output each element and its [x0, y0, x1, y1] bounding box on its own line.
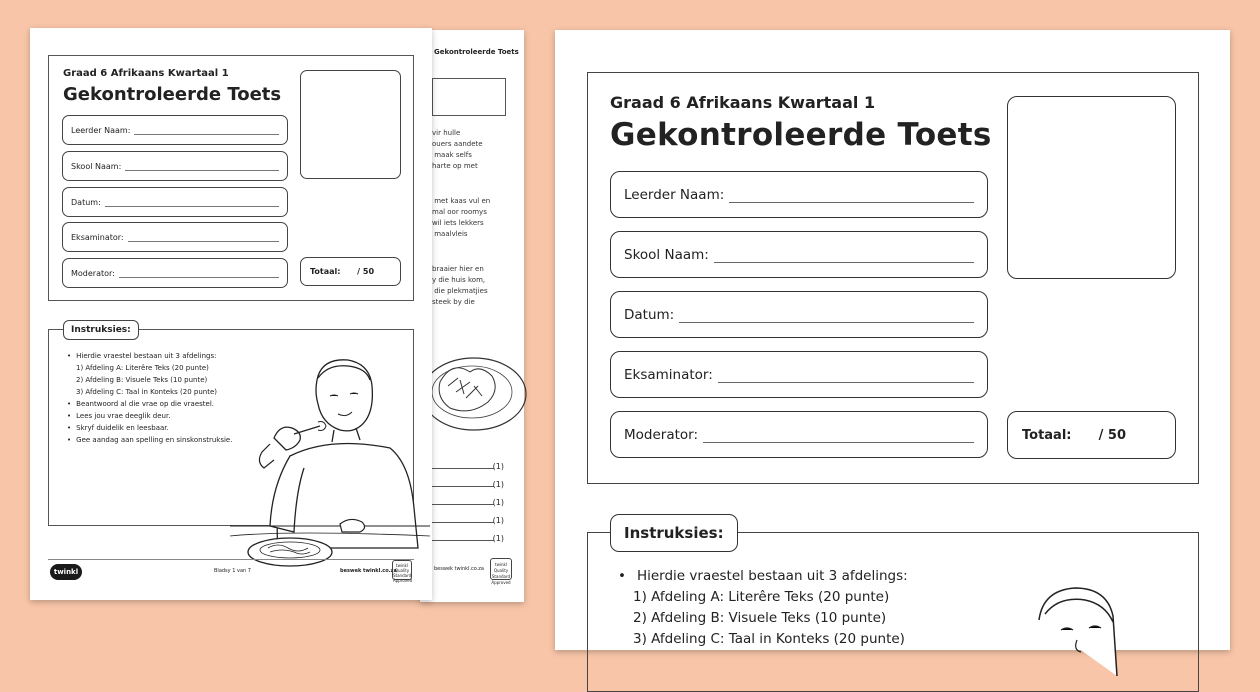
header-box — [587, 72, 1199, 484]
quality-badge-icon: twinkl Quality Standard Approved — [490, 558, 512, 580]
list-item: 1) Afdeling A: Literêre Teks (20 punte) — [633, 589, 890, 605]
header-box — [48, 55, 414, 301]
learner-name-field[interactable] — [62, 115, 288, 145]
instructions-list — [618, 566, 908, 650]
score-mark: (1) — [492, 534, 504, 543]
boy-eating-illustration — [1025, 570, 1145, 670]
field-label: Eksaminator: — [71, 232, 124, 242]
field-label: Eksaminator: — [624, 366, 713, 383]
list-item: 1) Afdeling A: Literêre Teks (20 punte) — [76, 364, 209, 372]
score-mark: (1) — [492, 498, 504, 507]
field-label: Leerder Naam: — [624, 186, 725, 203]
page-footer — [48, 559, 414, 581]
back-page-paragraph-3: braaier hier en y die huis kom, die plekmatjies steek by die — [432, 265, 488, 306]
instructions-title: Instruksies: — [610, 514, 738, 552]
list-item: 3) Afdeling C: Taal in Konteks (20 punte) — [633, 631, 905, 647]
worksheet-thumbnail — [30, 28, 432, 600]
total-value: / 50 — [1098, 427, 1127, 443]
back-page — [420, 30, 524, 602]
instructions-list — [67, 350, 232, 446]
learner-name-field[interactable] — [610, 171, 988, 218]
list-item: • Lees jou vrae deeglik deur. — [67, 410, 232, 422]
field-label: Skool Naam: — [71, 161, 122, 171]
quality-badge-icon: twinkl Quality Standard Approved — [392, 560, 412, 580]
school-name-field[interactable] — [610, 231, 988, 278]
total-value: / 50 — [357, 267, 375, 276]
twinkl-logo: twinkl — [50, 564, 82, 580]
total-label: Totaal: — [1022, 427, 1072, 443]
footer-url: beswek twinkl.co.za — [340, 568, 397, 574]
date-field[interactable] — [62, 187, 288, 217]
grade-line: Graad 6 Afrikaans Kwartaal 1 — [63, 68, 229, 79]
grade-line: Graad 6 Afrikaans Kwartaal 1 — [610, 93, 876, 112]
list-item: • Beantwoord al die vrae op die vraestel. — [67, 398, 232, 410]
list-item: • Hierdie vraestel bestaan uit 3 afdelings: — [67, 350, 232, 362]
total-box — [1007, 411, 1176, 459]
field-label: Leerder Naam: — [71, 125, 131, 135]
total-box — [300, 257, 401, 286]
boy-eating-illustration — [230, 348, 430, 548]
instructions-title: Instruksies: — [63, 320, 139, 340]
examiner-field[interactable] — [62, 222, 288, 252]
score-mark: (1) — [492, 516, 504, 525]
score-mark: (1) — [492, 462, 504, 471]
back-page-url: beswek twinkl.co.za — [434, 566, 484, 572]
moderator-field[interactable] — [610, 411, 988, 458]
worksheet-title: Gekontroleerde Toets — [610, 117, 992, 153]
back-page-paragraph-1: vir hulle ouers aandete maak selfs harte op met — [432, 129, 483, 170]
list-item: • Hierdie vraestel bestaan uit 3 afdelings: — [618, 566, 908, 587]
field-label: Datum: — [624, 306, 675, 323]
list-item: 2) Afdeling B: Visuele Teks (10 punte) — [633, 610, 887, 626]
page-number: Bladsy 1 van 7 — [214, 568, 251, 574]
photo-box — [1007, 96, 1176, 279]
photo-box — [300, 70, 401, 179]
score-mark: (1) — [492, 480, 504, 489]
list-item: 3) Afdeling C: Taal in Konteks (20 punte) — [76, 388, 218, 396]
list-item: • Skryf duidelik en leesbaar. — [67, 422, 232, 434]
field-label: Moderator: — [624, 426, 699, 443]
total-label: Totaal: — [310, 267, 341, 276]
school-name-field[interactable] — [62, 151, 288, 181]
moderator-field[interactable] — [62, 258, 288, 288]
back-page-title: Gekontroleerde Toets — [434, 48, 519, 56]
worksheet-zoom — [555, 30, 1230, 650]
field-label: Datum: — [71, 197, 101, 207]
field-label: Skool Naam: — [624, 246, 709, 263]
worksheet-title: Gekontroleerde Toets — [63, 84, 282, 105]
food-plate-illustration — [430, 342, 514, 432]
examiner-field[interactable] — [610, 351, 988, 398]
back-page-box — [432, 78, 506, 116]
list-item: • Gee aandag aan spelling en sinskonstruksie. — [67, 434, 232, 446]
date-field[interactable] — [610, 291, 988, 338]
back-page-paragraph-2: met kaas vul en mal oor roomys wil iets lekkers maalvleis — [432, 197, 491, 238]
list-item: 2) Afdeling B: Visuele Teks (10 punte) — [76, 376, 208, 384]
field-label: Moderator: — [71, 268, 115, 278]
